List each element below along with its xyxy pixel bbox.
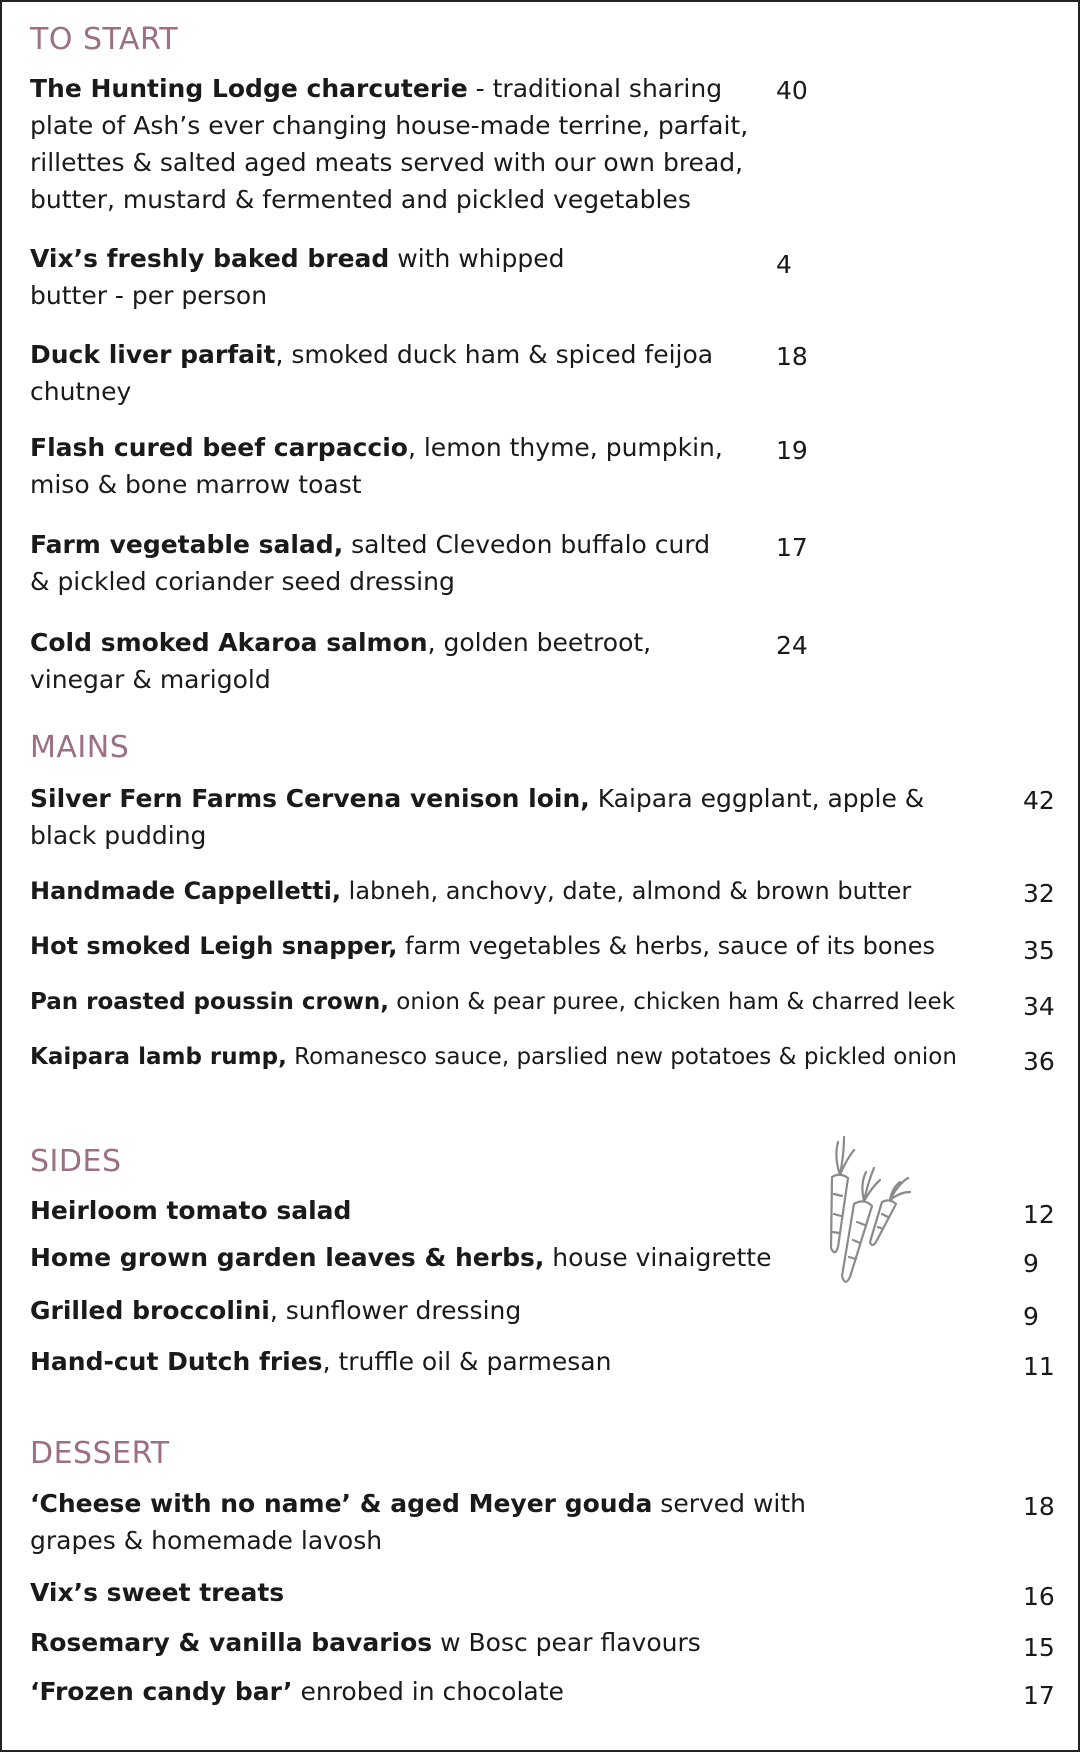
dish-description: served with grapes & homemade lavosh bbox=[30, 1489, 807, 1555]
menu-item bbox=[30, 1039, 990, 1076]
menu-item bbox=[30, 1192, 790, 1229]
dish-name: Hot smoked Leigh snapper, bbox=[30, 932, 398, 960]
dish-price: 36 bbox=[1023, 1047, 1055, 1076]
dish-description: with whipped butter - per person bbox=[30, 244, 565, 310]
dish-price: 42 bbox=[1023, 786, 1055, 815]
menu-item bbox=[30, 70, 760, 218]
dish-description: Romanesco sauce, parslied new potatoes & pickled onion bbox=[286, 1044, 957, 1070]
dish-description: house vinaigrette bbox=[544, 1243, 772, 1272]
dish-description: onion & pear puree, chicken ham & charred leek bbox=[388, 989, 956, 1015]
dish-name: Handmade Cappelletti, bbox=[30, 877, 342, 905]
section-title-mains: MAINS bbox=[30, 730, 130, 765]
section-title-sides: SIDES bbox=[30, 1144, 122, 1179]
menu-item bbox=[30, 1343, 790, 1380]
dish-price: 17 bbox=[1023, 1681, 1055, 1710]
dish-price: 24 bbox=[776, 631, 808, 660]
dish-price: 18 bbox=[776, 342, 808, 371]
dish-name: Grilled broccolini bbox=[30, 1296, 270, 1325]
menu-item bbox=[30, 873, 990, 910]
dish-name: Rosemary & vanilla bavarios bbox=[30, 1628, 433, 1657]
dish-name: Duck liver parfait bbox=[30, 340, 276, 369]
dish-price: 19 bbox=[776, 436, 808, 465]
carrot-illustration-icon bbox=[810, 1132, 920, 1292]
section-title-to-start: TO START bbox=[30, 22, 179, 57]
menu-item bbox=[30, 1624, 880, 1661]
dish-name: ‘Cheese with no name’ & aged Meyer gouda bbox=[30, 1489, 653, 1518]
dish-price: 40 bbox=[776, 76, 808, 105]
dish-price: 35 bbox=[1023, 936, 1055, 965]
dish-name: Vix’s freshly baked bread bbox=[30, 244, 390, 273]
dish-description: w Bosc pear flavours bbox=[432, 1628, 701, 1657]
dish-price: 34 bbox=[1023, 992, 1055, 1021]
dish-name: Heirloom tomato salad bbox=[30, 1196, 352, 1225]
dish-description: , truffle oil & parmesan bbox=[322, 1347, 612, 1376]
dish-name: The Hunting Lodge charcuterie bbox=[30, 74, 468, 103]
dish-price: 16 bbox=[1023, 1582, 1055, 1611]
dish-description: , sunflower dressing bbox=[269, 1296, 522, 1325]
menu-item bbox=[30, 624, 730, 698]
dish-description: , lemon thyme, pumpkin, miso & bone marrow toast bbox=[30, 433, 723, 499]
menu-item bbox=[30, 780, 930, 854]
dish-description: - traditional sharing plate of Ash’s ever changing house-made terrine, parfait, rillettes & salted aged meats served with our own bread, butter, mustard & fermented and pickled vegetables bbox=[30, 74, 749, 214]
dish-price: 12 bbox=[1023, 1200, 1055, 1229]
dish-name: Kaipara lamb rump, bbox=[30, 1044, 287, 1070]
menu-item bbox=[30, 984, 990, 1021]
menu-item bbox=[30, 1239, 790, 1276]
menu-item bbox=[30, 526, 730, 600]
dish-description: salted Clevedon buffalo curd & pickled coriander seed dressing bbox=[30, 530, 711, 596]
dish-price: 9 bbox=[1023, 1302, 1039, 1331]
dish-description: farm vegetables & herbs, sauce of its bones bbox=[397, 932, 936, 960]
menu-item bbox=[30, 1673, 880, 1710]
section-title-dessert: DESSERT bbox=[30, 1436, 170, 1471]
dish-name: Hand-cut Dutch fries bbox=[30, 1347, 323, 1376]
dish-description: , smoked duck ham & spiced feijoa chutney bbox=[30, 340, 714, 406]
dish-name: ‘Frozen candy bar’ bbox=[30, 1677, 293, 1706]
dish-name: Vix’s sweet treats bbox=[30, 1578, 285, 1607]
menu-item bbox=[30, 429, 740, 503]
dish-name: Flash cured beef carpaccio bbox=[30, 433, 408, 462]
dish-price: 17 bbox=[776, 533, 808, 562]
dish-name: Pan roasted poussin crown, bbox=[30, 989, 389, 1015]
menu-item bbox=[30, 928, 990, 965]
dish-price: 11 bbox=[1023, 1352, 1055, 1381]
dish-price: 18 bbox=[1023, 1492, 1055, 1521]
dish-price: 9 bbox=[1023, 1249, 1039, 1278]
dish-name: Cold smoked Akaroa salmon bbox=[30, 628, 428, 657]
dish-name: Farm vegetable salad, bbox=[30, 530, 344, 559]
dish-price: 32 bbox=[1023, 879, 1055, 908]
dish-price: 15 bbox=[1023, 1633, 1055, 1662]
menu-item bbox=[30, 336, 720, 410]
dish-name: Silver Fern Farms Cervena venison loin, bbox=[30, 784, 590, 813]
dish-description: enrobed in chocolate bbox=[292, 1677, 564, 1706]
dish-description: labneh, anchovy, date, almond & brown butter bbox=[341, 877, 912, 905]
menu-item bbox=[30, 1292, 790, 1329]
dish-description: Kaipara eggplant, apple & black pudding bbox=[30, 784, 925, 850]
dish-description: , golden beetroot, vinegar & marigold bbox=[30, 628, 652, 694]
menu-item bbox=[30, 1485, 880, 1559]
menu-item bbox=[30, 1574, 880, 1611]
menu-item bbox=[30, 240, 590, 314]
dish-name: Home grown garden leaves & herbs, bbox=[30, 1243, 545, 1272]
dish-price: 4 bbox=[776, 250, 792, 279]
